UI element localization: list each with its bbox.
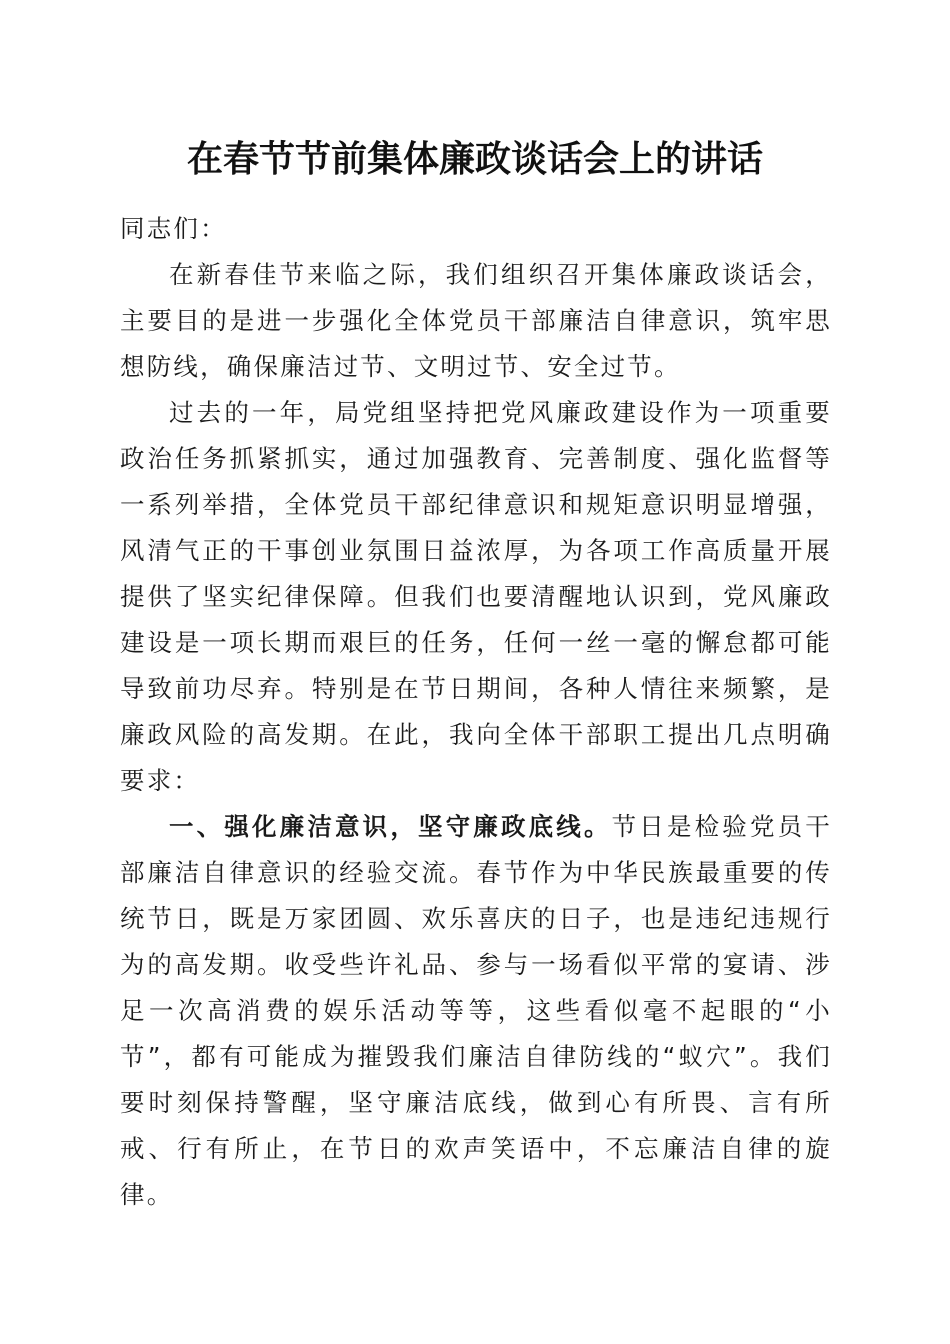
paragraph-review xyxy=(120,390,832,804)
paragraph-lead-heading: 一、强化廉洁意识，坚守廉政底线。 xyxy=(169,812,612,841)
paragraph-requirement-1 xyxy=(120,804,832,1218)
paragraph-text: 过去的一年，局党组坚持把党风廉政建设作为一项重要政治任务抓紧抓实，通过加强教育、完善制度、强化监督等一系列举措，全体党员干部纪律意识和规矩意识明显增强，风清气正的干事创业氛围日益浓厚，为各项工作高质量开展提供了坚实纪律保障。但我们也要清醒地认识到，党风廉政建设是一项长期而艰巨的任务，任何一丝一毫的懈怠都可能导致前功尽弃。特别是在节日期间，各种人情往来频繁，是廉政风险的高发期。在此，我向全体干部职工提出几点明确要求： xyxy=(120,398,832,795)
greeting: 同志们： xyxy=(120,214,227,243)
paragraph-text: 节日是检验党员干部廉洁自律意识的经验交流。春节作为中华民族最重要的传统节日，既是万家团圆、欢乐喜庆的日子，也是违纪违规行为的高发期。收受些许礼品、参与一场看似平常的宴请、涉足一次高消费的娱乐活动等等，这些看似毫不起眼的“小节”，都有可能成为摧毁我们廉洁自律防线的“蚁穴”。我们要时刻保持警醒，坚守廉洁底线，做到心有所畏、言有所戒、行有所止，在节日的欢声笑语中，不忘廉洁自律的旋律。 xyxy=(120,812,832,1209)
paragraph-intro xyxy=(120,252,832,390)
document-title: 在春节节前集体廉政谈话会上的讲话 xyxy=(186,138,763,180)
document-body xyxy=(120,206,832,1218)
paragraph-text: 在新春佳节来临之际，我们组织召开集体廉政谈话会，主要目的是进一步强化全体党员干部廉洁自律意识，筑牢思想防线，确保廉洁过节、文明过节、安全过节。 xyxy=(120,260,832,381)
